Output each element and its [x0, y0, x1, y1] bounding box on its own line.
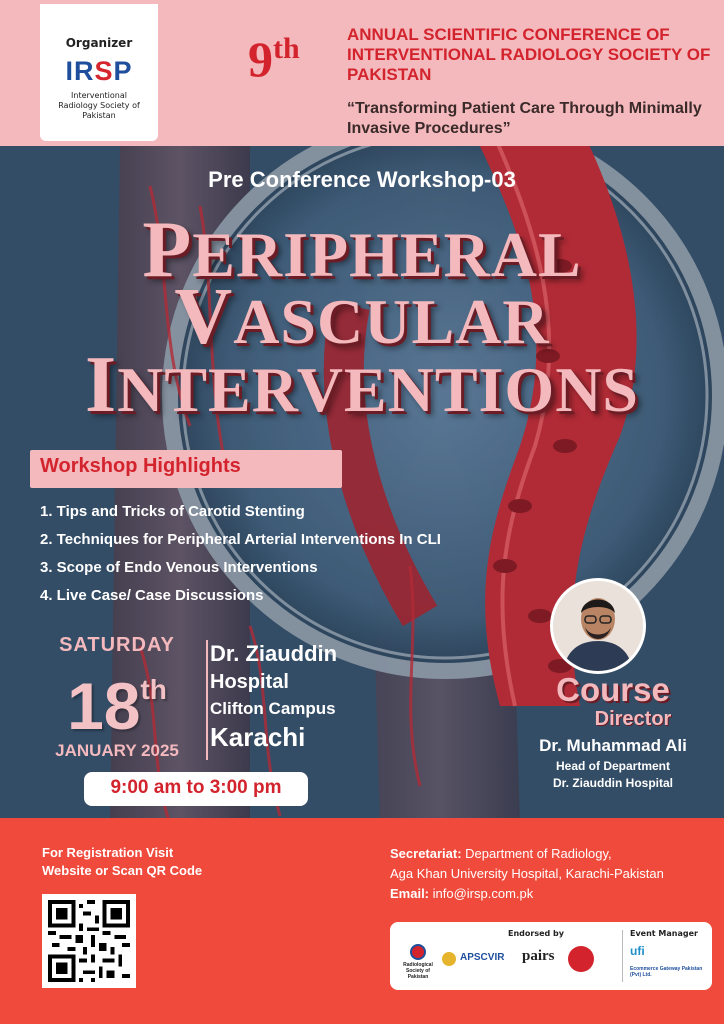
edition-number	[248, 24, 300, 87]
endorsed-by-label: Endorsed by	[508, 929, 564, 938]
footer-edge	[0, 818, 724, 828]
email-link[interactable]: info@irsp.com.pk	[432, 886, 534, 901]
highlight-item: 3. Scope of Endo Venous Interventions	[40, 559, 318, 576]
venue-line-2: Hospital	[210, 671, 289, 693]
title-line-3	[0, 340, 724, 431]
apscvir-logo: APSCVIR	[460, 952, 505, 963]
date-num: 18	[67, 669, 141, 743]
director-photo	[550, 578, 646, 674]
highlights-list	[40, 498, 441, 610]
organizer-full-name: Interventional Radiology Society of Pakistan	[58, 91, 140, 120]
secretariat-info	[390, 844, 720, 904]
red-globe-logo-icon	[568, 946, 594, 972]
sunburst-logo-icon	[442, 952, 456, 966]
highlights-heading-box	[30, 450, 342, 488]
event-manager-label: Event Manager	[630, 929, 698, 938]
date-suffix: th	[140, 674, 167, 705]
endorse-divider	[622, 930, 623, 982]
director-organization: Dr. Ziauddin Hospital	[552, 776, 673, 790]
event-venue	[210, 640, 337, 752]
conference-tagline: “Transforming Patient Care Through Minimally Invasive Procedures”	[347, 100, 702, 137]
footer	[0, 824, 724, 1024]
highlight-item: 4. Live Case/ Case Discussions	[40, 587, 264, 604]
secretariat-label: Secretariat:	[390, 846, 462, 861]
pairs-logo: pairs	[522, 948, 555, 964]
date-number	[28, 657, 206, 743]
registration-line-1: For Registration Visit	[42, 845, 174, 860]
logo-text-prefix: IR	[65, 56, 95, 86]
ufi-logo: ufi	[630, 944, 645, 958]
secretariat-dept: Department of Radiology,	[465, 846, 612, 861]
organizer-box	[40, 4, 158, 141]
highlight-item: 1. Tips and Tricks of Carotid Stenting	[40, 503, 305, 520]
secretariat-line-1	[390, 844, 720, 864]
title-line-1-cap: P	[142, 206, 193, 294]
edition-suffix: th	[273, 32, 300, 65]
qr-code-icon	[48, 900, 130, 982]
event-date	[28, 634, 206, 761]
course-director	[518, 672, 708, 792]
date-day: SATURDAY	[59, 634, 175, 656]
ecommerce-gateway-logo: Ecommerce Gateway Pakistan (Pvt) Ltd.	[630, 966, 703, 978]
date-venue-divider	[206, 640, 208, 760]
workshop-subtitle: Pre Conference Workshop-03	[208, 167, 516, 192]
endorsements-box	[390, 922, 712, 990]
director-name: Dr. Muhammad Ali	[539, 736, 687, 755]
venue-line-3: Clifton Campus	[210, 699, 336, 718]
registration-info	[42, 844, 202, 880]
irsp-logo	[40, 56, 158, 87]
rsp-seal-icon	[410, 944, 426, 960]
title-line-2-cap: V	[174, 273, 234, 361]
edition-num: 9	[248, 31, 273, 87]
conference-title: ANNUAL SCIENTIFIC CONFERENCE OF INTERVENTIONAL RADIOLOGY SOCIETY OF PAKISTAN	[347, 25, 711, 84]
venue-line-1: Dr. Ziauddin	[210, 641, 338, 666]
logo-text-suffix: P	[113, 56, 133, 86]
rsp-logo-text: Radiological Society of Pakistan	[403, 962, 433, 980]
logo-text-highlight: S	[94, 56, 114, 86]
secretariat-email-row	[390, 884, 720, 904]
organizer-label: Organizer	[65, 36, 133, 50]
director-avatar-icon	[553, 581, 643, 671]
secretariat-line-2: Aga Khan University Hospital, Karachi-Pakistan	[390, 866, 664, 881]
date-month-year: JANUARY 2025	[55, 741, 179, 760]
course-heading: Course	[556, 671, 670, 708]
highlight-item: 2. Techniques for Peripheral Arterial Interventions In CLI	[40, 531, 441, 548]
title-line-3-cap: I	[84, 341, 118, 429]
event-time: 9:00 am to 3:00 pm	[110, 777, 282, 798]
conference-header	[0, 0, 724, 146]
title-line-3-rest: NTERVENTIONS	[117, 354, 639, 425]
venue-line-4: Karachi	[210, 722, 306, 752]
director-role: Head of Department	[555, 759, 671, 773]
rsp-logo	[398, 944, 438, 980]
title-line-2-rest: ASCULAR	[233, 286, 550, 357]
qr-code[interactable]	[42, 894, 136, 988]
director-heading: Director	[594, 708, 672, 730]
title-line-1-rest: ERIPHERAL	[192, 219, 582, 290]
time-badge	[84, 772, 308, 806]
highlights-heading: Workshop Highlights	[40, 455, 241, 477]
email-label: Email:	[390, 886, 430, 901]
registration-line-2: Website or Scan QR Code	[42, 863, 203, 878]
